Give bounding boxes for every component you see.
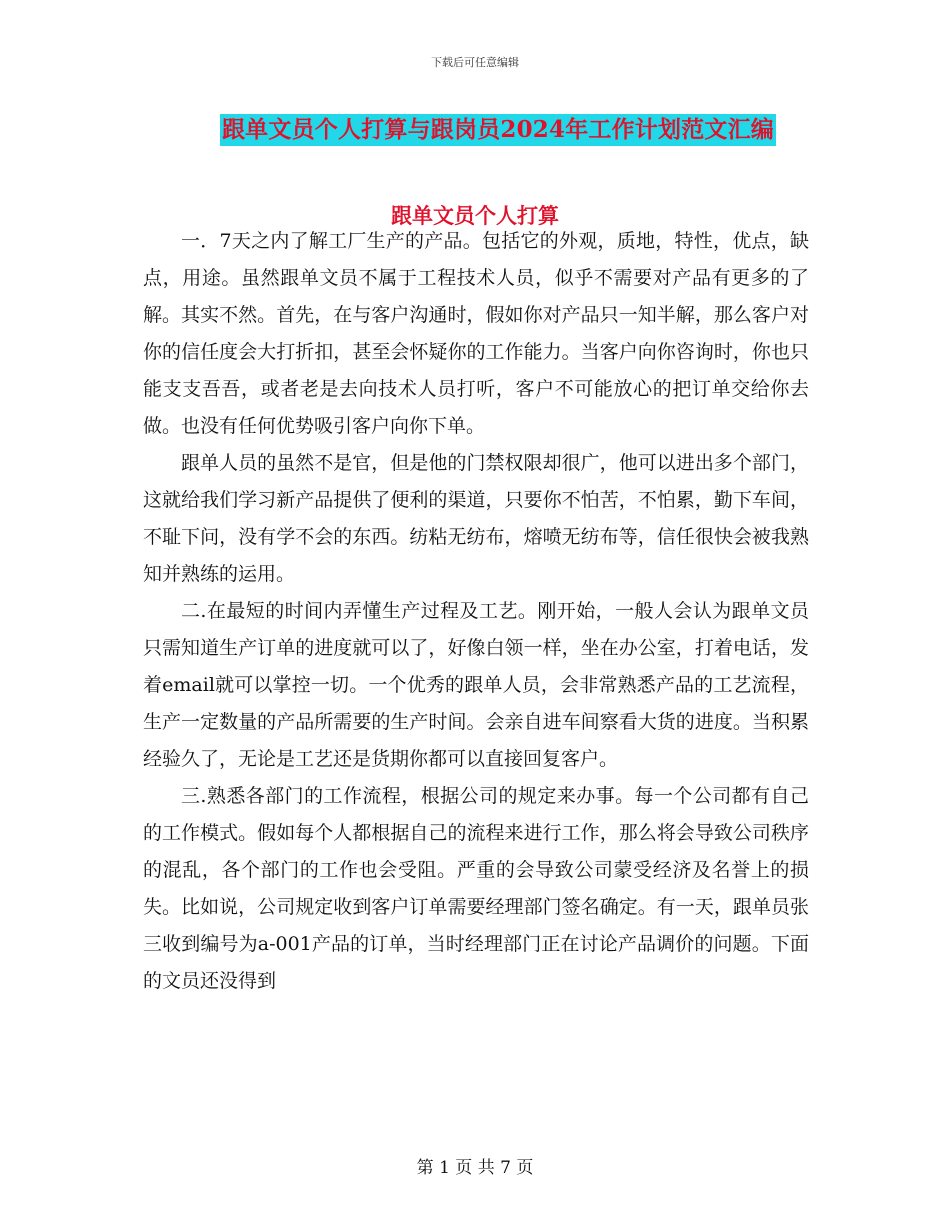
- document-title-container: [0, 114, 950, 146]
- paragraph-3: 二.在最短的时间内弄懂生产过程及工艺。刚开始，一般人会认为跟单文员只需知道生产订单的进度就可以了，好像白领一样，坐在办公室，打着电话，发着email就可以掌控一切。一个优秀的跟单人员，会非常熟悉产品的工艺流程，生产一定数量的产品所需要的生产时间。会亲自进车间察看大货的进度。当积累经验久了，无论是工艺还是货期你都可以直接回复客户。: [143, 600, 809, 770]
- section-title: 跟单文员个人打算: [391, 203, 559, 228]
- page-footer: 第 1 页 共 7 页: [416, 1158, 534, 1178]
- header-note: 下载后可任意编辑: [431, 56, 519, 69]
- paragraph-2: 跟单人员的虽然不是官，但是他的门禁权限却很广，他可以进出多个部门，这就给我们学习新产品提供了便利的渠道，只要你不怕苦，不怕累，勤下车间，不耻下问，没有学不会的东西。纺粘无纺布，熔喷无纺布等，信任很快会被我熟知并熟练的运用。: [143, 452, 809, 585]
- paragraph-4: 三.熟悉各部门的工作流程，根据公司的规定来办事。每一个公司都有自己的工作模式。假如每个人都根据自己的流程来进行工作，那么将会导致公司秩序的混乱，各个部门的工作也会受阻。严重的会导致公司蒙受经济及名誉上的损失。比如说，公司规定收到客户订单需要经理部门签名确定。有一天，跟单员张三收到编号为a-001产品的订单，当时经理部门正在讨论产品调价的问题。下面的文员还没得到: [143, 785, 809, 992]
- document-body: [143, 223, 809, 1000]
- paragraph-1: 一．7天之内了解工厂生产的产品。包括它的外观，质地，特性，优点，缺点，用途。虽然跟单文员不属于工程技术人员，似乎不需要对产品有更多的了解。其实不然。首先，在与客户沟通时，假如你对产品只一知半解，那么客户对你的信任度会大打折扣，甚至会怀疑你的工作能力。当客户向你咨询时，你也只能支支吾吾，或者老是去向技术人员打听，客户不可能放心的把订单交给你去做。也没有任何优势吸引客户向你下单。: [143, 230, 809, 437]
- document-title: 跟单文员个人打算与跟岗员2024年工作计划范文汇编: [220, 114, 776, 146]
